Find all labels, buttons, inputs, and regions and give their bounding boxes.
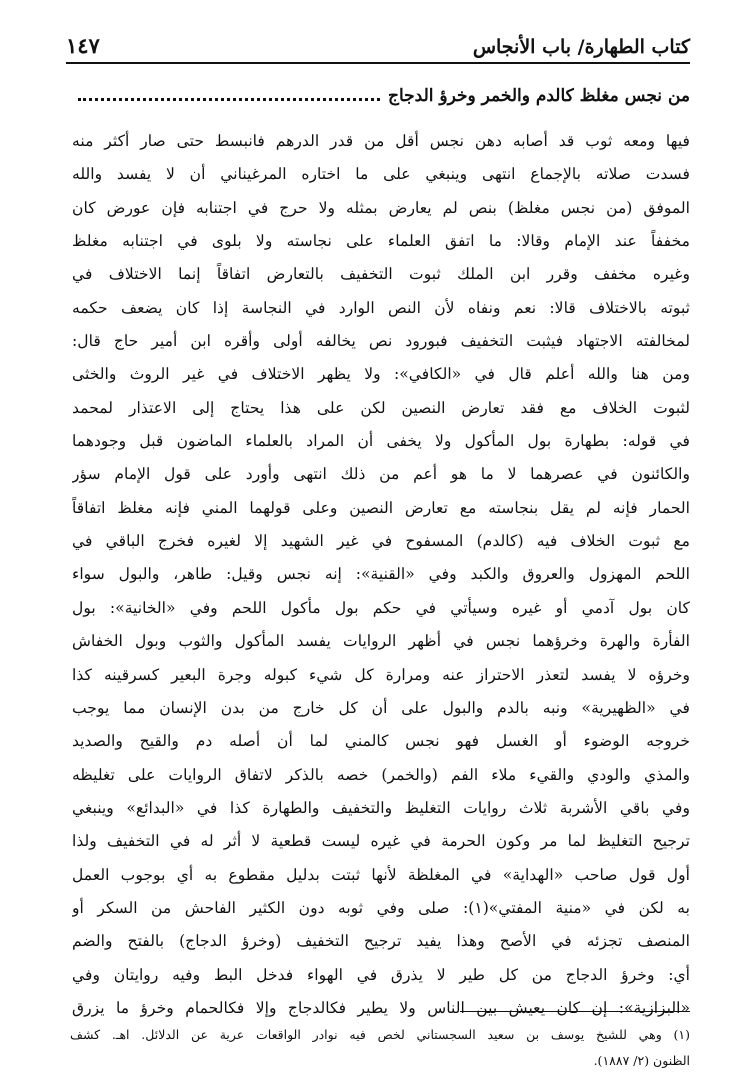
text-line: «البزازية»: إن كان يعيش بين الناس ولا يطير فكالدجاج وإلا فكالحمام وخرؤ ما يزرق	[72, 998, 690, 1017]
chapter-title: من نجس مغلظ كالدم والخمر وخرؤ الدجاج	[388, 86, 690, 106]
text-line: أول قول صاحب «الهداية» في المغلظة لأنها ثبتت بدليل مقطوع به أي بوجوب العمل	[72, 865, 690, 884]
text-line: الحمار فإنه لم يقل بنجاسته مع تعارض النصين وعلى قولهما المني فإنه مغلظ اتفاقاً	[72, 498, 690, 517]
text-line: مع ثبوت الخلاف فيه (كالدم) المسفوح في غير الشهيد إلا لغيره فخرج الباقي في	[72, 532, 690, 551]
text-line: كان بول آدمي أو غيره وسيأتي في حكم بول مأكول اللحم وفي «الخانية»: بول	[72, 598, 690, 617]
text-line: فسدت صلاته بالإجماع انتهى وينبغي على ما اختاره المرغيناني أن لا يفسد والله	[72, 165, 690, 184]
text-line: ترجيح التغليظ لما مر وكون الحرمة في غيره ليست قطعية لا أثر له في التخفيف ولذا	[72, 832, 690, 851]
page-number: ١٤٧	[66, 33, 100, 58]
dotted-leader	[78, 98, 380, 101]
text-line: اللحم المهزول والعروق والكبد وفي «القنية»: إنه نجس وقيل: طاهر، والبول سواء	[72, 565, 690, 584]
header-rule	[66, 62, 690, 64]
text-line: وخرؤه لا يفسد لتعذر الاحتراز عنه ومرارة كل شيء كبوله وجرة البعير كسرقينه كذا	[72, 665, 690, 684]
text-line: في «الظهيرية» ونبه بالدم والبول على أن كل خارج من بدن الإنسان مما يوجب	[72, 698, 690, 717]
footnote-rule	[460, 1011, 690, 1012]
text-line: الموفق (من نجس مغلظ) بنص لم يعارض بمثله ولا حرج في اجتنابه فإن عورض كان	[72, 198, 690, 217]
footnote-line: (١) وهي للشيخ يوسف بن سعيد السجستاني لخص فيه نوادر الواقعات عرية عن الدلائل. اهـ. كشف	[70, 1027, 690, 1042]
text-line: أي: وخرؤ الدجاج من كل طير لا يذرق في الهواء فدخل البط وفيه روايتان وفي	[72, 965, 690, 984]
footnote	[70, 1022, 690, 1074]
footnote-line: الظنون (٢/ ١٨٨٧).	[593, 1053, 690, 1068]
text-line: ومن هنا والله أعلم قال في «الكافي»: ولا يظهر الاختلاف في غير الروث والخثى	[72, 365, 690, 384]
text-line: وغيره مخفف وقرر ابن الملك ثبوت التخفيف بالتعارض اتفاقاً إنما الاختلاف في	[72, 265, 690, 284]
text-line: ثبوته بالاختلاف قالا: نعم ونفاه لأن النص الوارد في النجاسة إذا كان يضعف حكمه	[72, 298, 690, 317]
text-line: الفأرة والهرة وخرؤهما نجس في أظهر الروايات يفسد المأكول والثوب وبول الخفاش	[72, 632, 690, 651]
body-text	[72, 125, 690, 1025]
running-header	[66, 30, 690, 58]
text-line: في قوله: بطهارة بول المأكول ولا يخفى أن المراد بالعلماء الماضون قبل وجودهما	[72, 432, 690, 451]
text-line: لمخالفته الاجتهاد فيثبت التخفيف فبورود نص يخالفه أولى وأقره ابن أمير حاج قال:	[72, 332, 690, 351]
text-line: به لكن في «منية المفتي»(١): صلى وفي ثوبه دون الكثير الفاحش من السكر أو	[72, 898, 690, 917]
text-line: فيها ومعه ثوب قد أصابه دهن نجس أقل من قدر الدرهم فانبسط حتى صار أكثر منه	[72, 132, 690, 150]
text-line: مخففاً عند الإمام وقالا: ما اتفق العلماء على نجاسته ولا بلوى في اجتنابه مغلظ	[72, 232, 690, 251]
running-title: كتاب الطهارة/ باب الأنجاس	[472, 36, 690, 58]
text-line: لثبوت الخلاف مع فقد تعارض النصين لكن على هذا يحتاج إلى الاعتذار لمحمد	[72, 398, 690, 417]
text-line: والكائنون في عصرهما لا ما هو أعم من ذلك انتهى وأورد على قول الإمام سؤر	[72, 465, 690, 484]
text-line: والمذي والودي والقيء ملاء الفم (والخمر) خصه بالذكر لاتفاق الروايات على تغليظه	[72, 765, 690, 784]
text-line: المنصف تجزئه في الأصح وهذا يفيد ترجيح التخفيف (وخرؤ الدجاج) بالفتح والضم	[72, 932, 690, 951]
text-line: خروجه الوضوء أو الغسل فهو نجس كالمني لما أن أصله دم والقيح والصديد	[72, 732, 690, 751]
text-line: وفي باقي الأشربة ثلاث روايات التغليظ والتخفيف والطهارة كذا في «البدائع» وينبغي	[72, 798, 690, 817]
chapter-heading	[70, 82, 690, 110]
